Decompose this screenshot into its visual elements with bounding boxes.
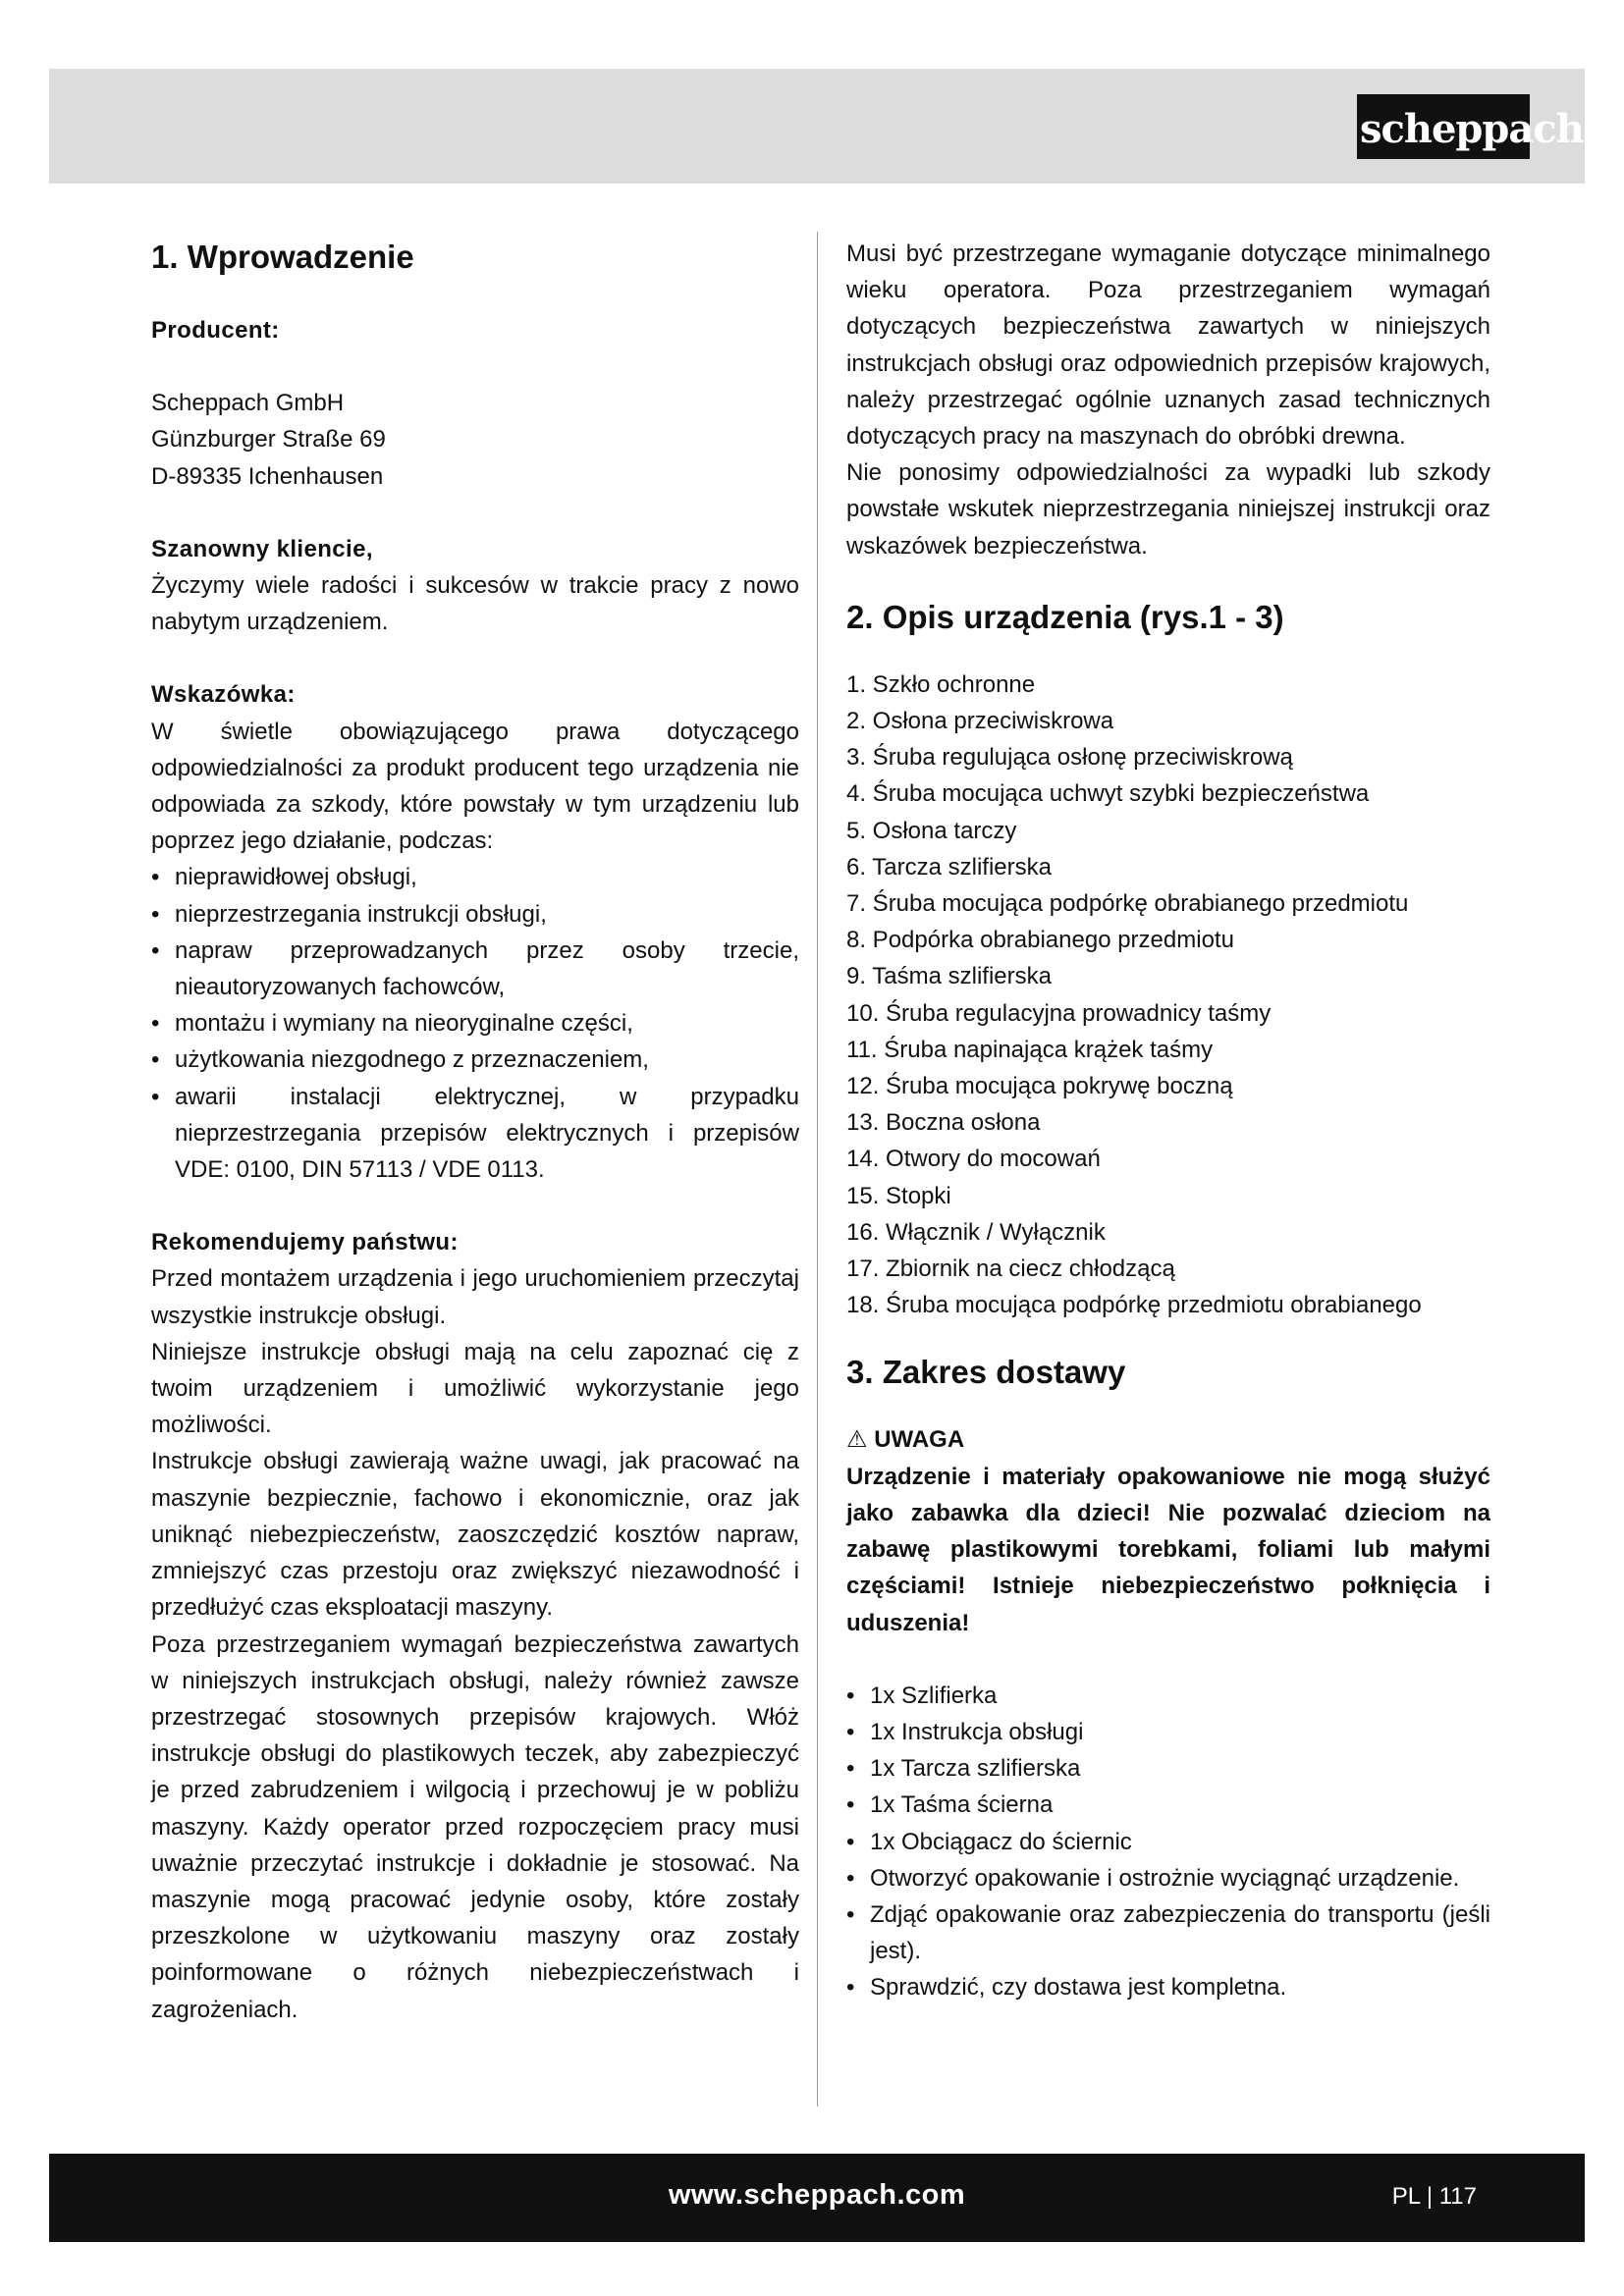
list-item: • użytkowania niezgodnego z przeznaczeniem, [151,1041,799,1078]
list-item: 5. Osłona tarczy [846,817,1017,844]
list-item: • awarii instalacji elektrycznej, w przypadku nieprzestrzegania przepisów elektrycznych i przepisów VDE: 0100, DIN 57113 / VDE 0113. [151,1079,799,1189]
list-item: • napraw przeprowadzanych przez osoby trzecie, nieautoryzowanych fachowców, [151,933,799,1005]
producer-label: Producent: [151,317,280,344]
list-item: 4. Śruba mocująca uchwyt szybki bezpieczeństwa [846,780,1370,808]
list-item: 13. Boczna osłona [846,1109,1041,1137]
list-item: 1. Szkło ochronne [846,670,1036,698]
dear-text: Życzymy wiele radości i sukcesów w trakcie pracy z nowo nabytym urządzeniem. [151,572,799,636]
list-item: • 1x Obciągacz do ściernic [846,1824,1490,1860]
list-item: • nieprawidłowej obsługi, [151,859,799,895]
list-item: • 1x Tarcza szlifierska [846,1750,1490,1787]
list-item: 14. Otwory do mocowań [846,1146,1101,1173]
recommend-paragraph: Przed montażem urządzenia i jego uruchomieniem przeczytaj wszystkie instrukcje obsługi. [151,1265,799,1329]
address-line: Günzburger Straße 69 [151,426,386,454]
list-item: • Otworzyć opakowanie i ostrożnie wyciągnąć urządzenie. [846,1860,1490,1896]
recommend-paragraph: Niniejsze instrukcje obsługi mają na celu zapoznać cię z twoim urządzeniem i umożliwić wykorzystanie jego możliwości. [151,1338,799,1439]
list-item: • 1x Taśma ścierna [846,1787,1490,1823]
section-2-title: 2. Opis urządzenia (rys.1 - 3) [846,598,1284,635]
scheppach-logo: scheppach [1357,94,1530,159]
warning-triangle-icon: ⚠ [846,1426,868,1454]
list-item: 6. Tarcza szlifierska [846,853,1052,881]
list-item: 10. Śruba regulacyjna prowadnicy taśmy [846,999,1272,1027]
footer-band [49,2154,1585,2242]
address-line: Scheppach GmbH [151,390,345,417]
list-item: • Sprawdzić, czy dostawa jest kompletna. [846,1969,1490,2005]
recommend-label: Rekomendujemy państwu: [151,1229,459,1256]
warning-heading [846,1421,1490,1458]
dear-label: Szanowny kliencie, [151,535,373,562]
parts-list [846,667,1490,1324]
warning-text: Urządzenie i materiały opakowaniowe nie mogą służyć jako zabawka dla dzieci! Nie pozwalać dzieciom na zabawę plastikowymi torebkami, foliami lub małymi częściami! Istnieje niebezpieczeństwo połknięcia i uduszenia! [846,1463,1490,1636]
list-item: • 1x Szlifierka [846,1678,1490,1714]
list-item: 8. Podpórka obrabianego przedmiotu [846,927,1234,954]
column-divider [817,232,818,2107]
warning-label: UWAGA [874,1426,965,1454]
list-item: 15. Stopki [846,1182,951,1209]
website-link[interactable]: www.scheppach.com [668,2179,966,2211]
recommend-paragraph: Instrukcje obsługi zawierają ważne uwagi, jak pracować na maszynie bezpiecznie, fachowo i ekonomicznie, oraz jak uniknąć niebezpieczeństw, zaoszczędzić kosztów napraw, zmniejszyć czas przestoju oraz zwiększyć niezawodność i przedłużyć czas eksploatacji maszyny. [151,1448,799,1622]
hint-text: W świetle obowiązującego prawa dotyczącego odpowiedzialności za produkt producent tego urządzenia nie odpowiada za szkody, które powstały w tym urządzeniu lub poprzez jego działanie, podczas: [151,718,799,855]
page-number: PL | 117 [1391,2183,1477,2210]
hint-label: Wskazówka: [151,681,296,709]
recommend-paragraph: Poza przestrzeganiem wymagań bezpieczeństwa zawartych w niniejszych instrukcjach obsługi, należy również zawsze przestrzegać stosownych przepisów krajowych. Włóż instrukcje obsługi do plastikowych teczek, aby zabezpieczyć je przed zabrudzeniem i wilgocią i przechowuj je w pobliżu maszyny. Każdy operator przed rozpoczęciem pracy musi uważnie przeczytać instrukcje i dokładnie je stosować. Na maszynie mogą pracować jedynie osoby, które zostały przeszkolone w użytkowaniu maszyny oraz zostały poinformowane o różnych niebezpieczeństwach i zagrożeniach. [151,1630,799,2023]
header-band [49,69,1585,184]
intro-paragraph: Nie ponosimy odpowiedzialności za wypadki lub szkody powstałe wskutek nieprzestrzegania niniejszej instrukcji oraz wskazówek bezpieczeństwa. [846,459,1490,560]
list-item: 2. Osłona przeciwiskrowa [846,708,1114,735]
list-item: • nieprzestrzegania instrukcji obsługi, [151,896,799,933]
section-3-title: 3. Zakres dostawy [846,1354,1126,1391]
list-item: 9. Taśma szlifierska [846,963,1052,990]
left-column [151,236,799,2028]
address-line: D-89335 Ichenhausen [151,462,384,490]
list-item: • montażu i wymiany na nieoryginalne części, [151,1005,799,1041]
list-item: 11. Śruba napinająca krążek taśmy [846,1036,1214,1063]
hint-bullet-list [151,859,799,1188]
list-item: • Zdjąć opakowanie oraz zabezpieczenia do transportu (jeśli jest). [846,1896,1490,1969]
list-item: 12. Śruba mocująca pokrywę boczną [846,1073,1233,1100]
list-item: 18. Śruba mocująca podpórkę przedmiotu obrabianego [846,1292,1422,1319]
intro-paragraph: Musi być przestrzegane wymaganie dotyczące minimalnego wieku operatora. Poza przestrzeganiem wymagań dotyczących bezpieczeństwa zawartych w niniejszych instrukcjach obsługi oraz odpowiednich przepisów krajowych, należy przestrzegać ogólnie uznanych zasad technicznych dotyczących pracy na maszynach do obróbki drewna. [846,240,1490,451]
list-item: 7. Śruba mocująca podpórkę obrabianego przedmiotu [846,890,1409,918]
list-item: • 1x Instrukcja obsługi [846,1714,1490,1750]
list-item: 17. Zbiornik na ciecz chłodzącą [846,1255,1175,1283]
list-item: 16. Włącznik / Wyłącznik [846,1218,1106,1246]
list-item: 3. Śruba regulująca osłonę przeciwiskrową [846,744,1293,772]
section-1-title: 1. Wprowadzenie [151,239,414,275]
delivery-list [846,1678,1490,2006]
right-column [846,236,1490,2006]
